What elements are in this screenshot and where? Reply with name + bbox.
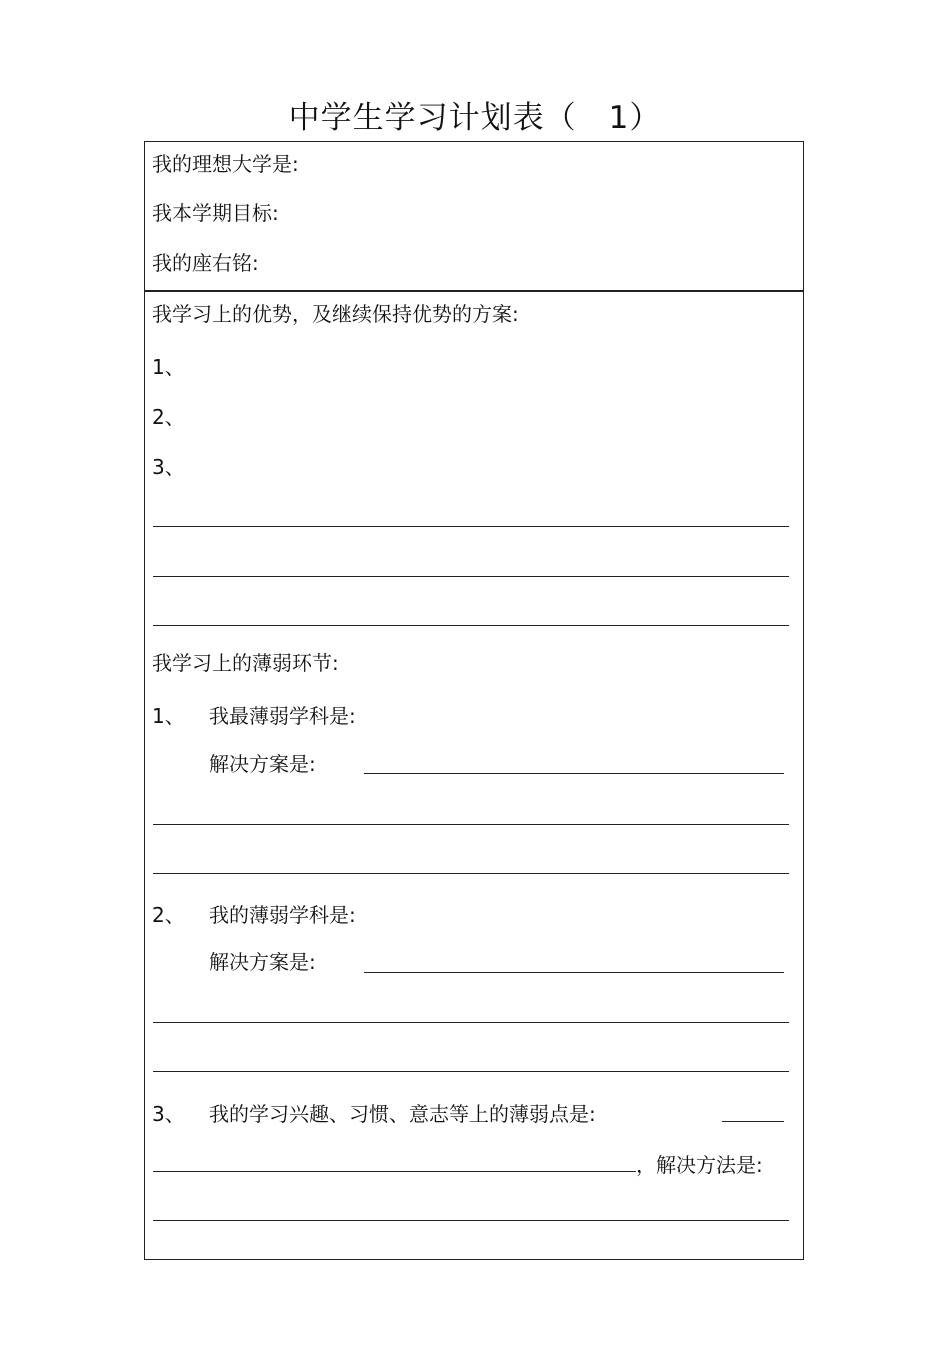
- habit-weakness-line[interactable]: [722, 1121, 784, 1122]
- weakness-item-3-number: 3、: [152, 1102, 185, 1126]
- habit-weakness-label: 我的学习兴趣、习惯、意志等上的薄弱点是:: [209, 1102, 596, 1126]
- ideal-university-label: 我的理想大学是:: [152, 152, 299, 176]
- answer-line[interactable]: [153, 526, 789, 527]
- weakness-item-2-number: 2、: [152, 903, 185, 927]
- answer-line[interactable]: [153, 824, 789, 825]
- strength-item-2: 2、: [152, 405, 185, 429]
- weak-subject-label: 我的薄弱学科是:: [209, 903, 356, 927]
- answer-line[interactable]: [153, 576, 789, 577]
- motto-label: 我的座右铭:: [152, 251, 259, 275]
- weakness-item-1-number: 1、: [152, 704, 185, 728]
- method-label: ，解决方法是:: [636, 1153, 763, 1177]
- solution-label-1: 解决方案是:: [209, 752, 316, 776]
- answer-line[interactable]: [153, 873, 789, 874]
- answer-line[interactable]: [153, 625, 789, 626]
- answer-line[interactable]: [153, 1220, 789, 1221]
- strength-item-1: 1、: [152, 355, 185, 379]
- habit-weakness-line-cont[interactable]: [153, 1171, 636, 1172]
- strengths-heading: 我学习上的优势，及继续保持优势的方案:: [152, 302, 519, 326]
- weaknesses-heading: 我学习上的薄弱环节:: [152, 651, 339, 675]
- solution-line-1[interactable]: [364, 773, 784, 774]
- solution-line-2[interactable]: [364, 972, 784, 973]
- answer-line[interactable]: [153, 1022, 789, 1023]
- strength-item-3: 3、: [152, 455, 185, 479]
- page-title: 中学生学习计划表（ 1）: [288, 100, 662, 136]
- solution-label-2: 解决方案是:: [209, 950, 316, 974]
- answer-line[interactable]: [153, 1071, 789, 1072]
- weakest-subject-label: 我最薄弱学科是:: [209, 704, 356, 728]
- semester-goal-label: 我本学期目标:: [152, 201, 279, 225]
